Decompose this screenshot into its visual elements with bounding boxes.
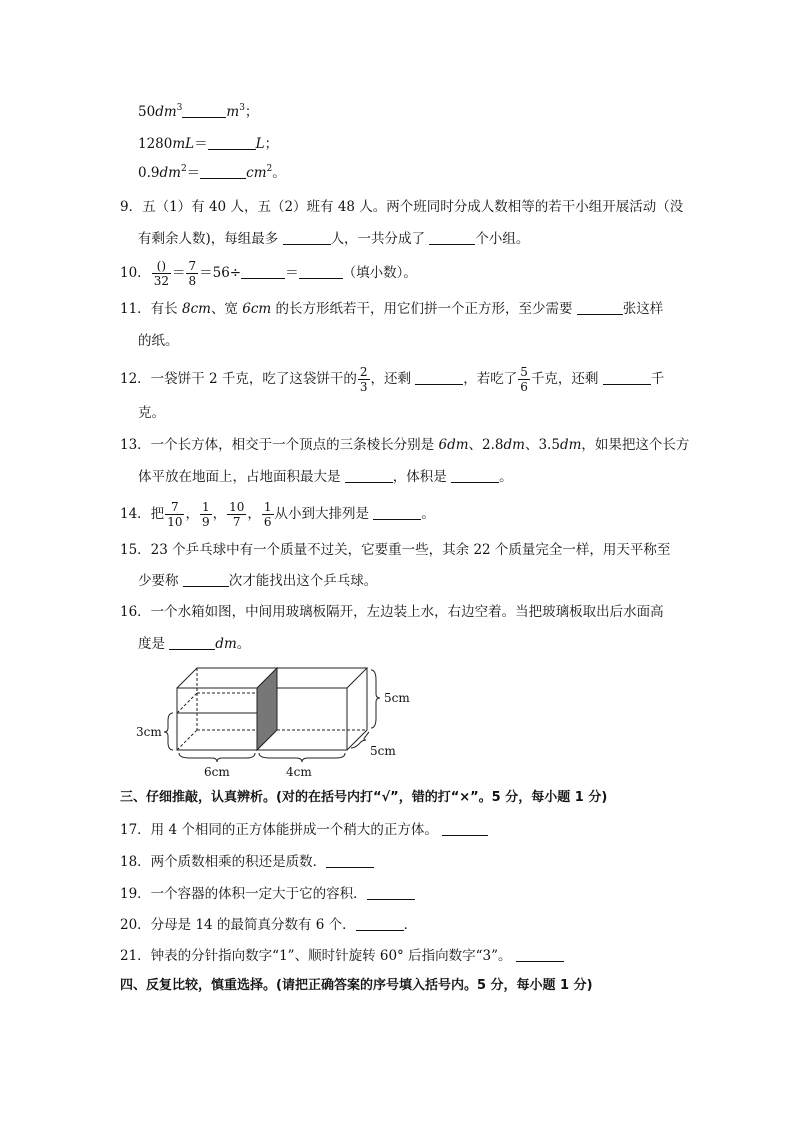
fraction: $\frac{1}{9}$ <box>201 500 210 529</box>
q11-line-1: 11．有长 8cm、宽 6cm 的长方形纸若干，用它们拼一个正方形，至少需要 张这样 <box>120 301 664 317</box>
answer-blank[interactable] <box>442 821 488 836</box>
q9-line-1: 9．五（1）有 40 人，五（2）班有 48 人。两个班同时分成人数相等的若干小组开展活动（没 <box>120 199 684 215</box>
left-width-brace <box>179 753 255 762</box>
q17-line: 17．用 4 个相同的正方体能拼成一个稍大的正方体。 <box>120 820 488 840</box>
fraction: $\frac{2}{3}$ <box>359 365 368 394</box>
answer-blank[interactable] <box>283 230 331 245</box>
section-3-heading: 三、仔细推敲，认真辨析。(对的在括号内打“√”，错的打“×”。5 分，每小题 1 分) <box>120 790 608 805</box>
label-left-width: 6cm <box>204 765 230 779</box>
q14-line: 14．把 $\frac{7}{10}$ ， $\frac{1}{9}$ ， $\frac{10}{7}$ ， $\frac{1}{6}$ 从小到大排列是 。 <box>120 500 435 529</box>
answer-blank[interactable] <box>373 505 421 520</box>
fraction: $\frac{10}{7}$ <box>229 500 245 529</box>
label-right-width: 4cm <box>286 765 312 779</box>
label-water-height: 3cm <box>136 725 162 739</box>
answer-blank[interactable] <box>451 468 499 483</box>
answer-blank[interactable] <box>603 370 651 385</box>
answer-blank[interactable] <box>299 264 343 279</box>
q16-line-1: 16．一个水箱如图，中间用玻璃板隔开，左边装上水，右边空着。当把玻璃板取出后水面高 <box>120 604 664 620</box>
q21-line: 21．钟表的分针指向数字“1”、顺时针旋转 60° 后指向数字“3”。 <box>120 946 564 966</box>
fraction: $\frac{7}{10}$ <box>167 500 183 529</box>
q15-line-1: 15．23 个乒乓球中有一个质量不过关，它要重一些，其余 22 个质量完全一样，用天平称至 <box>120 542 671 558</box>
water-tank-figure <box>130 656 410 781</box>
q15-line-2: 少要称 次才能找出这个乒乓球。 <box>138 573 378 589</box>
answer-blank[interactable] <box>429 230 475 245</box>
answer-blank[interactable] <box>182 103 226 118</box>
q10-line: 10． $\frac{()}{32}$ ＝ $\frac{7}{8}$ ＝56÷ ＝ （填小数）。 <box>120 259 417 288</box>
q12-line-2: 克。 <box>138 405 165 421</box>
conv-line-3: $0.9dm^2= cm^2$。 <box>138 164 286 181</box>
answer-blank[interactable] <box>367 885 415 900</box>
q13-line-2: 体平放在地面上，占地面积最大是 ，体积是 。 <box>138 469 513 485</box>
answer-blank[interactable] <box>208 135 256 150</box>
q19-line: 19．一个容器的体积一定大于它的容积． <box>120 884 415 904</box>
fraction: $\frac{7}{8}$ <box>188 259 197 288</box>
fraction: $\frac{5}{6}$ <box>520 365 528 394</box>
q12-line-1: 12．一袋饼干 2 千克，吃了这袋饼干的 $\frac{2}{3}$ ，还剩 ，若吃了 $\frac{5}{6}$ 千克，还剩 千 <box>120 365 665 394</box>
water-height-brace <box>164 713 173 750</box>
q11-line-2: 的纸。 <box>138 333 179 349</box>
q16-line-2: 度是 dm。 <box>138 636 251 652</box>
depth-brace <box>351 732 369 748</box>
answer-blank[interactable] <box>241 264 285 279</box>
answer-blank[interactable] <box>356 916 404 931</box>
label-depth: 5cm <box>370 744 396 758</box>
water-surface-side <box>177 693 197 713</box>
section-4-heading: 四、反复比较，慎重选择。(请把正确答案的序号填入括号内。5 分，每小题 1 分) <box>120 978 593 993</box>
answer-blank[interactable] <box>326 853 374 868</box>
conv-line-2: 1280mL＝ L； <box>138 136 279 152</box>
q18-line: 18．两个质数相乘的积还是质数． <box>120 852 374 872</box>
answer-blank[interactable] <box>577 300 623 315</box>
answer-blank[interactable] <box>415 370 463 385</box>
answer-blank[interactable] <box>183 572 229 587</box>
answer-blank[interactable] <box>516 947 564 962</box>
conv-line-1: $50dm^3$ $m^3$； <box>138 103 259 120</box>
q13-line-1: 13．一个长方体，相交于一个顶点的三条棱长分别是 6dm、2.8dm、3.5dm，如果把这个长方 <box>120 437 690 453</box>
label-height: 5cm <box>384 691 410 705</box>
answer-blank[interactable] <box>345 468 393 483</box>
answer-blank[interactable] <box>200 164 246 179</box>
fraction: $\frac{1}{6}$ <box>263 500 272 529</box>
hidden-edge <box>177 730 197 750</box>
glass-divider <box>257 668 277 750</box>
answer-blank[interactable] <box>169 635 215 650</box>
q9-line-2: 有剩余人数)，每组最多 人，一共分成了 个小组。 <box>138 231 530 247</box>
right-width-brace <box>259 753 345 762</box>
q20-line: 20．分母是 14 的最简真分数有 6 个． ． <box>120 917 418 933</box>
fraction: $\frac{()}{32}$ <box>153 259 169 288</box>
height-brace <box>371 670 380 728</box>
